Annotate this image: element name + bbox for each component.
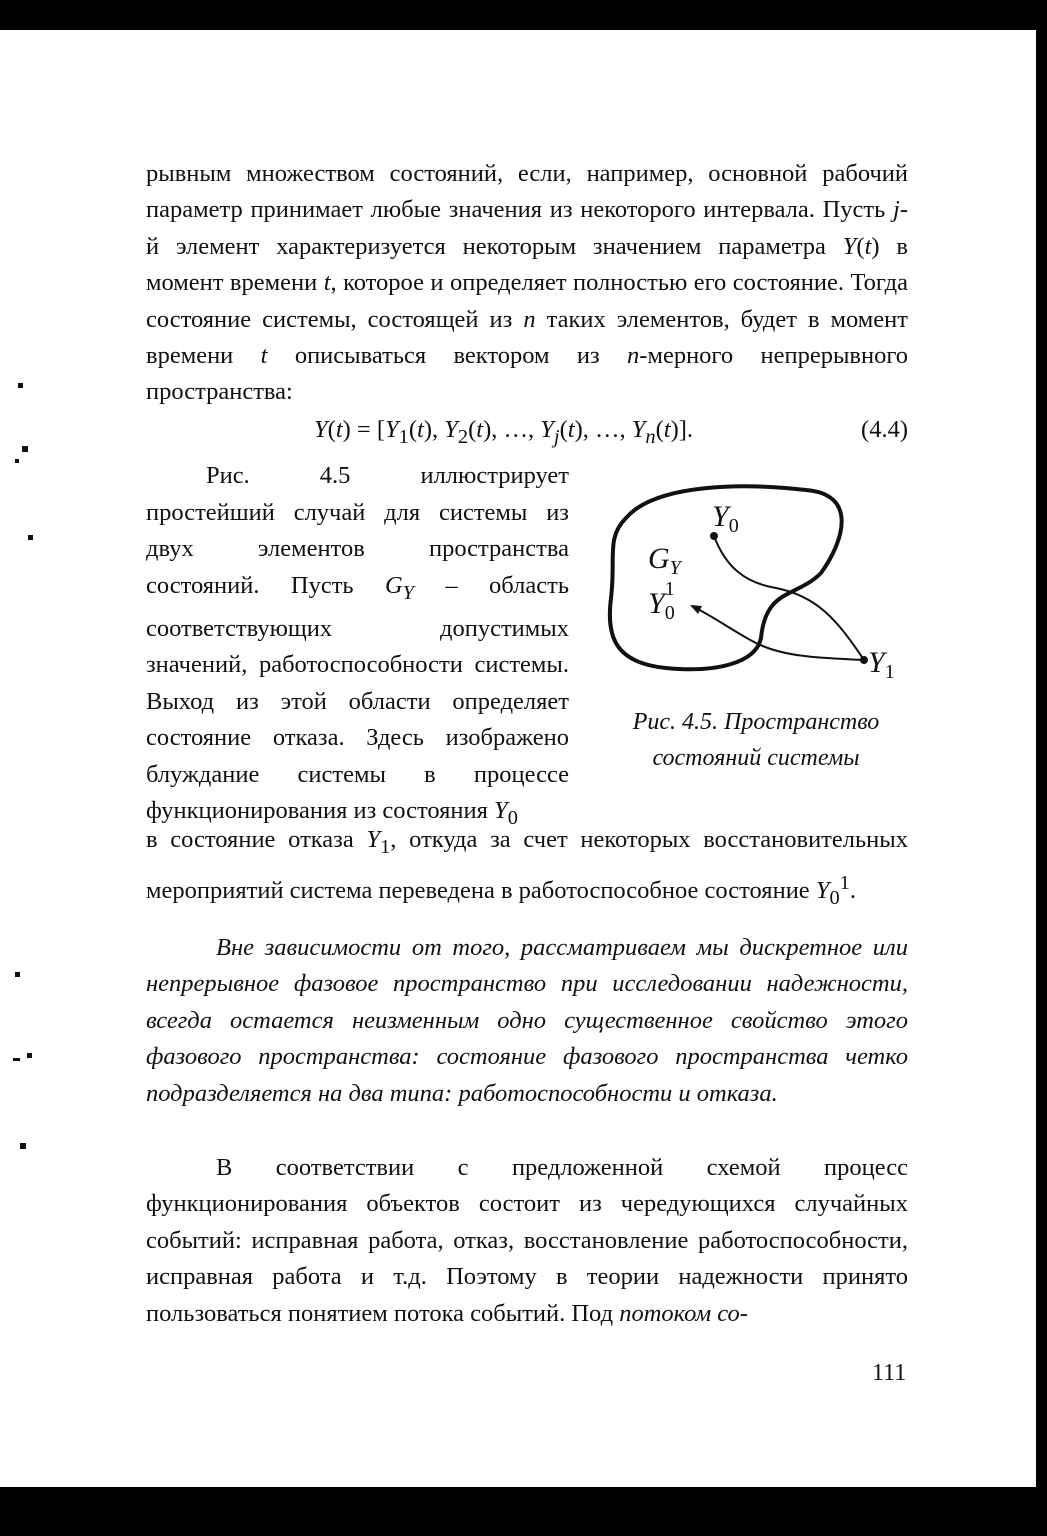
formula-number: (4.4) — [861, 416, 908, 443]
figure-caption-line-1: Рис. 4.5. Пространство — [632, 709, 880, 735]
scan-speck — [13, 1058, 20, 1061]
scan-speck — [20, 1143, 26, 1149]
label-y01-letter: Y — [648, 587, 665, 620]
trajectory-restore — [692, 606, 864, 660]
svg-text:Y01: $Y_01$ — [648, 578, 675, 624]
figure-caption-line-2: состояний системы — [652, 745, 860, 771]
figure-caption — [596, 704, 916, 776]
trajectory-to-failure — [714, 536, 864, 660]
svg-text:Y1: $Y_1$ — [868, 646, 895, 683]
scan-speck — [22, 446, 28, 452]
scan-speck — [27, 1053, 32, 1058]
paragraph-4-text: Вне зависимости от того, рассматриваем мы дискретное или непрерывное фазовое пространство при исследовании надежности, всегда остается неизменным одно существенное свойство этого фазового пространства: состояние фазового пространства четко подразделяется на два типа: работоспособности и отказа. — [146, 934, 908, 1107]
formula-expression: $Y(t) = [Y_1(t)$, $Y_2(t)$, …, $Y_j(t)$, …, $Y_n(t)$]. — [314, 416, 694, 448]
paragraph-4 — [146, 930, 908, 1112]
scan-border-bottom — [0, 1487, 1047, 1536]
paragraph-2 — [146, 458, 569, 837]
paragraph-1-text: рывным множеством состояний, если, например, основной рабочий параметр принимает любые значения из некоторого интервала. Пусть j-й элемент характеризуется некоторым значением параметра Y(t) в момент времени t, которое и определяет полностью его состояние. Тогда состояние системы, состоящей из n таких элементов, будет в момент времени t описываться вектором из n-мерного непрерывного пространства: — [146, 160, 909, 406]
paragraph-3 — [146, 822, 908, 917]
label-y1-letter: Y — [868, 646, 885, 679]
scan-border-right — [1036, 0, 1047, 1536]
paragraph-2-text: Рис. 4.5 иллюстрирует простейший случай для системы из двух элементов пространства состояний. Пусть $G_Y$ – область соответствующих допустимых значений, работоспособности системы. Выход из этой области определяет состояние отказа. Здесь изображено блуждание системы в процессе функционирования из состояния $Y_0$ — [146, 462, 569, 830]
state-space-diagram — [596, 478, 916, 698]
svg-text:GY: $G_Y$ — [648, 542, 681, 579]
page-number: 111 — [872, 1360, 907, 1386]
scan-border-top — [0, 0, 1047, 30]
paragraph-5-text: В соответствии с предложенной схемой процесс функционирования объектов состоит из чередующихся случайных событий: исправная работа, отказ, восстановление работоспособности, исправная работа и т.д. Поэтому в теории надежности принято пользоваться понятием потока событий. Под потоком со- — [146, 1154, 908, 1327]
paragraph-3-text: в состояние отказа $Y_1$, откуда за счет некоторых восстановительных мероприятий система переведена в работоспособное состояние $Y_0^1$. — [146, 826, 908, 910]
arrow-restored — [690, 605, 702, 614]
scan-speck — [28, 535, 33, 540]
paragraph-1 — [146, 156, 908, 411]
scan-speck — [15, 459, 19, 463]
label-y0-letter: Y — [712, 500, 729, 533]
scan-speck — [15, 972, 20, 977]
scan-speck — [18, 383, 23, 388]
point-y0 — [710, 532, 718, 540]
figure-state-space — [596, 478, 916, 698]
point-y1 — [860, 656, 868, 664]
label-gy-letter: G — [648, 542, 670, 575]
svg-text:Y0: $Y_0$ — [712, 500, 739, 537]
paragraph-5 — [146, 1150, 908, 1332]
